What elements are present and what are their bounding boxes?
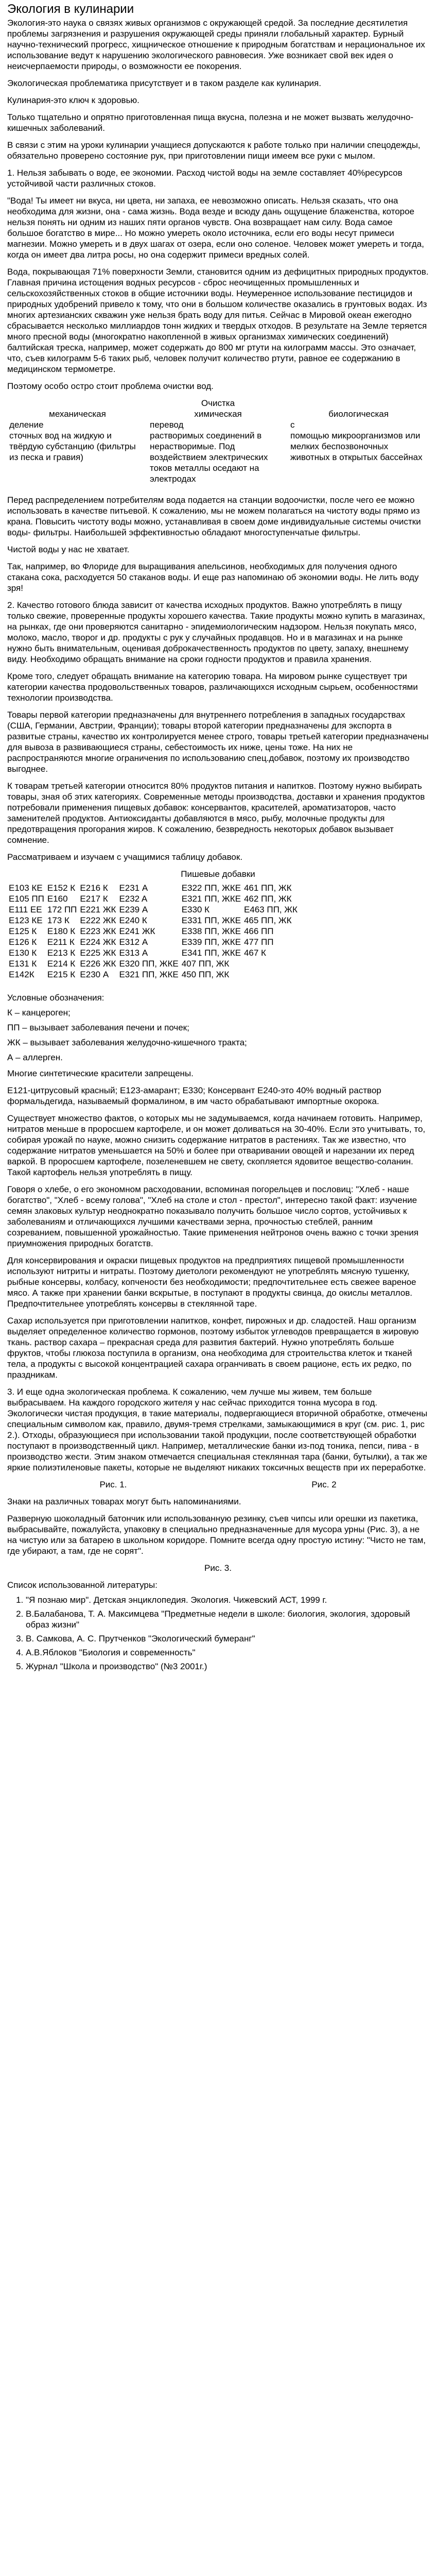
table-cell: E214 К	[47, 959, 76, 969]
table-cell: E103 КЕ	[9, 883, 43, 893]
legend-item: ПП – вызывает заболевания печени и почек;	[7, 1023, 189, 1032]
table-cell: E330 К	[181, 905, 210, 914]
table-cell: 462 ПП, ЖК	[243, 894, 292, 904]
table-cell: E232 A	[119, 894, 148, 904]
paragraph: "Вода! Ты имеет ни вкуса, ни цвета, ни запаха, ее невозможно описать. Нельзя сказать, что она необходима для жизни, она - сама жизнь. Вода везде и всюду дань ощущение блаженства, которое нельзя понять ни одним из наших пяти органов чувств. Она возвращает нам силу. Вода самое большое богатство в мире... Но можно умереть около источника, если его воды несут примеси магнезии. Можно умереть и в двух шагах от озера, если оно соленое. Человек может умереть и тогда, когда он имеет два литра росы, но она содержит примеси вредных солей.	[7, 196, 424, 260]
table-cell: E463 ПП, ЖК	[243, 905, 298, 914]
table-cell: E180 К	[47, 926, 76, 936]
table-cell: сточных вод на жидкую и твёрдую субстанцию (фильтры из песка и гравия)	[9, 431, 136, 462]
paragraph: Кроме того, следует обращать внимание на категорию товара. На мировом рынке существует три категории качества продовольственных товаров, различающихся исходным сырьем, особенностями технологии производства.	[7, 671, 418, 703]
table-cell: E320 ПП, ЖКЕ	[119, 959, 179, 969]
page-title: Экология в кулинарии	[7, 2, 134, 16]
paragraph: Товары первой категории предназначены для внутреннего потребления в западных государствах (США, Германии, Австрии, Франции); товары второй категории предназначены для экспорта в развитые страны, качество их контролируется менее строго, товары третьей категории предназначены для вывоза в развивающиеся страны, себестоимость их ниже, цены тоже. На них не распространяются многие ограничения по использованию спец.добавок, поэтому их производство выгоднее.	[7, 710, 429, 774]
paragraph: Только тщательно и опрятно приготовленная пища вкусна, полезна и не может вызвать желудочно-кишечных заболеваний.	[7, 112, 413, 133]
paragraph: 1. Нельзя забывать о воде, ее экономии. Расход чистой воды на земле составляет 40%ресурсов устойчивой части различных стоков.	[7, 168, 403, 189]
figure-captions	[7, 1479, 429, 1490]
table-cell: 461 ПП, ЖК	[243, 883, 292, 893]
reference-item: 4. А.В.Яблоков "Биология и современность"	[26, 1647, 429, 1658]
table-cell: E222 ЖК	[80, 916, 116, 925]
table-cell: перевод	[150, 420, 184, 430]
reference-item: 3. В. Самкова, А. С. Прутченков "Экологический бумеранг"	[26, 1633, 429, 1644]
table-cell: E313 А	[119, 948, 148, 958]
paragraph: Чистой воды у нас не хватает.	[7, 545, 130, 554]
table-cell: 173 К	[47, 916, 69, 925]
table-cell: E111 ЕЕ	[9, 905, 42, 914]
legend-item: ЖК – вызывает заболевания желудочно-кишечного тракта;	[7, 1038, 247, 1047]
paragraph: Перед распределением потребителям вода подается на станции водоочистки, после чего ее можно использовать в качестве питьевой. К сожалению, мы не можем полагаться на чистоту воды прямо из крана. Повысить чистоту воды можно, устанавливая в своем доме индивидуальные системы очистки воды- фильтры. Наибольшей эффективностью обладают многоступенчатые фильтры.	[7, 495, 421, 537]
paragraph: Вода, покрывающая 71% поверхности Земли, становится одним из дефицитных природных продуктов. Главная причина истощения водных ресурсов - сброс неочищенных промышленных и сельскохозяйственных стоков в общие источники воды. Неумеренное использование пестицидов и природных удобрений привело к тому, что они в большом количестве оказались в грунтовых водах. Из многих артезианских скважин уже нельзя брать воду для питья. Сейчас в Мировой океан ежегодно сбрасывается несколько миллиардов тонн жидких и твердых отходов. В результате на Земле теряется много пресной воды (многократно накопленной в живых организмах химических соединений) балтийская треска, например, может содержать до 800 мг ртути на килограмм массы. Это означает, что, съев килограмм 5-6 таких рыб, человек получит количество ртути, равное ее содержанию в медицинском термометре.	[7, 267, 429, 374]
table-cell: 477 ПП	[243, 937, 274, 947]
table-cell: с	[290, 420, 295, 430]
cleaning-table	[7, 409, 429, 484]
table-cell: E312 А	[119, 937, 148, 947]
figure-caption: Рис. 3.	[204, 1563, 232, 1573]
table-cell: E331 ПП, ЖКЕ	[181, 916, 241, 925]
additives-table-body	[7, 883, 299, 980]
table-cell: E123 КЕ	[9, 916, 43, 925]
references-title: Список использованной литературы:	[7, 1580, 158, 1590]
reference-item: 5. Журнал "Школа и производство" (№3 2001г.)	[26, 1661, 429, 1672]
paragraph: 3. И еще одна экологическая проблема. К сожалению, чем лучше мы живем, тем больше выбрасываем. На каждого городского жителя у нас сейчас приходится тонна мусора в год. Экологически чистая продукция, в такие материалы, подвергающиеся вторичной обработке, отмечены специальным символом как, правило, двумя-тремя стрелками, замыкающимися в круг (см. рис. 1, рис 2.). Отходы, образующиеся при использовании такой продукции, после соответствующей обработки поступают в производственный цикл. Например, металлические банки из-под тоника, пепси, пива - в производство жести. Этим знаком отмечается специальная стеклянная тара (банки, бутылки), а так же яркие полиэтиленовые пакеты, которые не выделяют никаких токсичных веществ при их переработке.	[7, 1387, 428, 1472]
body-section	[7, 495, 429, 862]
table-row	[7, 419, 429, 430]
paragraph: Так, например, во Флориде для выращивания апельсинов, необходимых для получения одного стакана сока, расходуется 50 стаканов воды. И еще раз напоминаю об экономии воды. Не лить воду зря!	[7, 562, 419, 593]
table-cell	[242, 969, 299, 980]
cleaning-table-caption: Очистка	[201, 398, 235, 408]
body-section	[7, 1496, 429, 1556]
table-cell: 466 ПП	[243, 926, 274, 936]
table-cell: E211 К	[47, 937, 75, 947]
table-cell: 172 ПП	[47, 905, 77, 914]
table-cell: E239 А	[119, 905, 148, 914]
table-header-cell: биологическая	[328, 409, 389, 419]
table-cell: E223 ЖК	[80, 926, 116, 936]
table-cell: E160	[47, 894, 68, 904]
table-cell: E131 К	[9, 959, 37, 969]
table-cell: E130 К	[9, 948, 37, 958]
table-cell: 407 ПП, ЖК	[181, 959, 230, 969]
table-row	[7, 937, 299, 947]
table-cell: E240 К	[119, 916, 147, 925]
table-cell: E152 К	[47, 883, 76, 893]
paragraph: Для консервирования и окраски пищевых продуктов на предприятиях пищевой промышленности используют нитриты и нитраты. Поэтому диетологи рекомендуют не употреблять мясную тушенку, рыбные консервы, колбасу, копчености без необходимости; предпочтительнее есть свежее вареное мясо. А также при хранении банки вскрытые, в поступают в продукты свинца, до окислы металлов. Предпочтительнее употреблять консервы в стеклянной таре.	[7, 1256, 416, 1309]
table-cell: E215 К	[47, 970, 76, 979]
table-cell: 465 ПП, ЖК	[243, 916, 292, 925]
table-cell: E105 ПП	[9, 894, 44, 904]
table-cell: E339 ПП, ЖКЕ	[181, 937, 241, 947]
table-cell: E321 ПП, ЖКЕ	[181, 894, 241, 904]
table-row	[7, 926, 299, 937]
table-cell: E341 ПП, ЖКЕ	[181, 948, 241, 958]
paragraph: Поэтому особо остро стоит проблема очистки вод.	[7, 381, 214, 391]
table-cell: E221 ЖК	[80, 905, 116, 914]
paragraph: Говоря о хлебе, о его экономном расходовании, вспоминая погорельцев и пословиц: "Хлеб - наше богатство", "Хлеб - всему голова", "Хлеб на столе и стол - престол", интересно такой факт: изучение семян злаковых культур неоднократно показывало получить большое число сортов, устойчивых к заболеваниям и отличающихся лучшими качествами зерна, прочностью стеблей, ранним созреванием, повышенной урожайностью. Такие применения нейтронов очень важно с точки зрения приумножения природных богатств.	[7, 1184, 418, 1248]
table-cell: E338 ПП, ЖКЕ	[181, 926, 241, 936]
table-row	[7, 947, 299, 958]
table-cell: 467 К	[243, 948, 266, 958]
additives-table-caption: Пишевые добавки	[181, 869, 255, 879]
paragraph: Рассматриваем и изучаем с учащимися таблицу добавок.	[7, 852, 243, 862]
paragraph: Знаки на различных товарах могут быть напоминаниями.	[7, 1497, 241, 1506]
table-row	[7, 893, 299, 904]
additives-table	[7, 883, 299, 980]
table-row	[7, 904, 299, 915]
paragraph: К товарам третьей категории относится 80% продуктов питания и напитков. Поэтому нужно выбирать товары, зная об этих категориях. Современные методы производства, доставки и хранения продуктов потребовали применения пищевых добавок: консервантов, красителей, ароматизаторов, часто заменителей продуктов. Антиоксиданты добавляются в мясо, рыбу, молочные продукты для предотвращения прогорания жиров. К сожалению, безвредность некоторых добавок вызывает сомнение.	[7, 781, 425, 845]
table-row	[7, 430, 429, 484]
paragraph: Экологическая проблематика присутствует и в таком разделе как кулинария.	[7, 78, 321, 88]
table-cell: E225 ЖК	[80, 948, 116, 958]
table-cell	[242, 958, 299, 969]
table-row	[7, 409, 429, 419]
legend-item: А – аллерген.	[7, 1053, 63, 1062]
table-cell: E241 ЖК	[119, 926, 155, 936]
table-cell: помощью микроорганизмов или мелких беспозвоночных животных в открытых бассейнах	[290, 431, 423, 462]
body-section	[7, 1068, 429, 1473]
table-cell: E226 ЖК	[80, 959, 116, 969]
table-cell: растворимых соединений в нерастворимые. Под воздействием электрических токов металлы оседают на электродах	[150, 431, 268, 484]
table-row	[7, 883, 299, 893]
paragraph: Многие синтетические красители запрещены.	[7, 1069, 194, 1078]
table-header-cell: механическая	[49, 409, 106, 419]
table-row	[7, 915, 299, 926]
intro-section	[7, 18, 429, 392]
table-row	[7, 958, 299, 969]
table-cell: E125 К	[9, 926, 37, 936]
legend-section	[7, 992, 429, 1063]
paragraph: Е121-цитрусовый красный; Е123-амарант; Е330; Консервант Е240-это 40% водный раствор формальдегида, называемый формалином, в им часто обрабатывают импортные окорока.	[7, 1086, 381, 1106]
table-cell: E217 К	[80, 894, 108, 904]
table-cell: E213 К	[47, 948, 76, 958]
paragraph: Кулинария-это ключ к здоровью.	[7, 95, 139, 105]
references-list	[7, 1595, 429, 1672]
reference-item: 1. "Я познаю мир". Детская энциклопедия. Экология. Чижевский АСТ, 1999 г.	[26, 1595, 429, 1605]
paragraph: Существует множество фактов, о которых мы не задумываемся, когда начинаем готовить. Например, нитратов меньше в проросшем картофеле, и он может доливаться на 30-40%. Если это учитывать, то, собирая урожай по науке, можно снизить содержание нитратов в растениях. Так же известно, что содержание нитратов уменьшается на 50% и более при отваривании овощей и нарезании их перед варкой. В проросшем картофеле, позеленевшем не свету, скопляется ядовитое вещество-соланин. Такой картофель нельзя употреблять в пищу.	[7, 1113, 426, 1177]
table-cell: деление	[9, 420, 44, 430]
table-cell: E216 К	[80, 883, 108, 893]
figure-caption: Рис. 2	[311, 1480, 337, 1489]
table-header-cell: химическая	[194, 409, 242, 419]
table-cell: E321 ПП, ЖКЕ	[119, 970, 179, 979]
legend-title: Условные обозначения:	[7, 993, 104, 1003]
legend-item: К – канцероген;	[7, 1008, 71, 1018]
figure-caption: Рис. 1.	[99, 1480, 127, 1489]
table-cell: E230 А	[80, 970, 109, 979]
paragraph: Разверную шоколадный батончик или использованную резинку, съев чипсы или орешки из пакетика, выбрасывайте, пожалуйста, упаковку в специально предназначенные для мусора урны (Рис. 3), а не на чистую или за батарею в школьном коридоре. Помните всегда одну простую истину: "Чисто не там, где убирают, а там, где не сорят".	[7, 1514, 426, 1556]
table-cell: 450 ПП, ЖК	[181, 970, 230, 979]
paragraph: Сахар используется при приготовлении напитков, конфет, пирожных и др. сладостей. Наш организм выделяет определенное количество гормонов, поэтому избыток углеводов превращается в жировую ткань. раствор сахара – прекрасная среда для развития бактерий. Нужно употреблять больше фруктов, чтобы глюкоза поступила в организм, она необходима для строительства клеток и тканей тела, а продукты с высокой концентрацией сахара огранчивать в своем рационе, есть их редко, по праздникам.	[7, 1316, 419, 1380]
table-cell: E142К	[9, 970, 34, 979]
table-cell: E224 ЖК	[80, 937, 116, 947]
paragraph: В связи с этим на уроки кулинарии учащиеся допускаются к работе только при наличии спецодежды, обязательно проверено состояние рук, при приготовлении пищи имеем все руки с мылом.	[7, 140, 421, 161]
table-cell: E231 А	[119, 883, 148, 893]
table-row	[7, 969, 299, 980]
paragraph: Экология-это наука о связях живых организмов с окружающей средой. За последние десятилетия проблемы загрязнения и разрушения окружающей среды приняли глобальный характер. Бурный научно-технический прогресс, хищническое отношение к природным богатствам и нерациональное их использование ведут к нарушению экологического равновесия. Уже возникает свой век идея о неисчерпаемости природы, о возможности ее покорения.	[7, 18, 425, 71]
table-cell: E322 ПП, ЖКЕ	[181, 883, 241, 893]
table-cell: E126 К	[9, 937, 37, 947]
reference-item: 2. В.Балабанова, Т. А. Максимцева "Предметные недели в школе: биология, экология, здоровый образ жизни"	[26, 1608, 429, 1630]
paragraph: 2. Качество готового блюда зависит от качества исходных продуктов. Важно употреблять в пищу только свежие, проверенные продукты хорошего качества. Такие продукты можно купить в магазинах, на рынках, где они проверяются санитарно - эпидемиологическим надзором. Нельзя покупать мясо, молоко, масло, творог и др. продукты с рук у случайных продавцов. Но и в магазинах и на рынке нужно быть внимательным, оценивая доброкачественность продуктов по цвету, запаху, внешнему виду. Необходимо обращать внимание на сроки годности продуктов и правила хранения.	[7, 600, 425, 664]
